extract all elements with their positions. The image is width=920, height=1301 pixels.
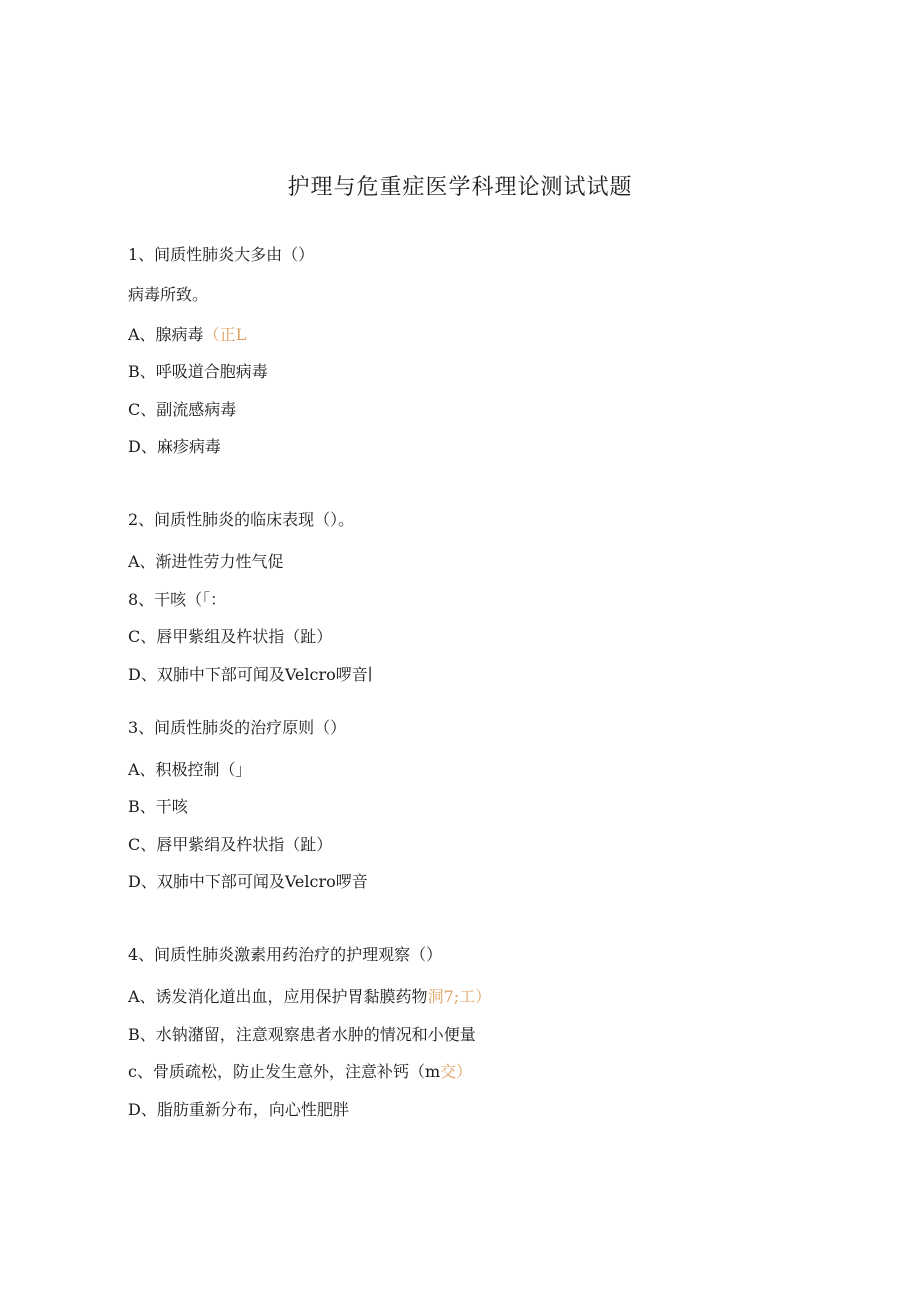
question-4-option-b: B、水钠潴留，注意观察患者水肿的情况和小便量: [128, 1025, 476, 1044]
question-2-option-a: A、渐进性劳力性气促: [128, 552, 284, 571]
question-2-option-c: C、唇甲紫组及杵状指（趾）: [128, 627, 333, 646]
question-1-option-a: [128, 325, 246, 345]
question-4-option-d: D、脂肪重新分布，向心性肥胖: [128, 1100, 349, 1119]
question-4-option-c: [128, 1062, 472, 1082]
option-text: c、骨质疏松，防止发生意外，注意补钙（m: [128, 1062, 441, 1081]
question-2-option-d: D、双肺中下部可闻及Velcro啰音∣: [128, 665, 373, 684]
question-4-stem: 4、间质性肺炎激素用药治疗的护理观察（）: [128, 945, 443, 964]
question-3-stem: 3、间质性肺炎的治疗原则（）: [128, 718, 347, 737]
question-1-stem-continued: 病毒所致。: [128, 285, 209, 304]
question-2-stem: 2、间质性肺炎的临床表现（）。: [128, 510, 355, 529]
question-1-stem: 1、间质性肺炎大多由（）: [128, 245, 315, 264]
question-2-option-b: 8、干咳（「：: [128, 590, 227, 609]
question-3-option-b: B、干咳: [128, 797, 188, 816]
answer-mark: （正L: [203, 325, 247, 344]
question-4-option-a: [128, 987, 491, 1007]
answer-mark: 洞7;工）: [427, 987, 492, 1006]
option-text: A、腺病毒: [128, 325, 204, 344]
answer-mark: 交）: [440, 1062, 473, 1081]
question-1-option-b: B、呼吸道合胞病毒: [128, 362, 268, 381]
page-title: 护理与危重症医学科理论测试试题: [287, 175, 633, 200]
question-3-option-d: D、双肺中下部可闻及Velcro啰音: [128, 872, 368, 891]
question-3-option-c: C、唇甲紫绢及杵状指（趾）: [128, 835, 333, 854]
question-3-option-a: A、积极控制（」: [128, 760, 252, 779]
question-1-option-d: D、麻疹病毒: [128, 437, 221, 456]
option-text: A、诱发消化道出血，应用保护胃黏膜药物: [128, 987, 428, 1006]
question-1-option-c: C、副流感病毒: [128, 400, 237, 419]
